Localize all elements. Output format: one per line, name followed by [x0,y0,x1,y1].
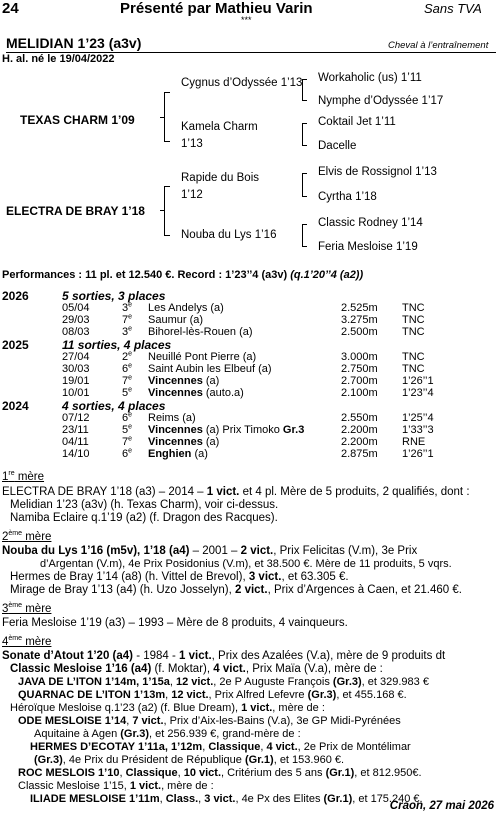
mere4-l10e: 10 vict. [183,767,222,779]
mere4-l12a: ILIADE MESLOISE 1’11m [30,793,160,805]
mere4-l3f: , et 329.983 € [361,676,429,688]
perf-place-suffix: e [128,374,133,382]
footer-place-date: Craon, 27 mai 2026 [389,800,494,812]
mere4-l11a: Classic Mesloise 1’15, [18,780,130,792]
pedigree-sire-dam: Kamela Charm 1’13 [181,121,258,150]
perf-track-name: Les Andelys (a) [148,302,224,314]
perf-track-name: Vincennes [148,375,203,387]
mere4-l8e: 4 vict. [266,741,298,753]
mere4-num: 4 [2,636,9,648]
perf-place-suffix: e [128,362,133,370]
perf-time: 1’26’’1 [402,448,434,460]
perf-place [122,448,132,460]
perf-group: Gr.3 [282,424,305,436]
mere4-l9a: (Gr.3) [34,754,63,766]
pedigree-bracket [302,224,307,247]
mere1-line1 [2,486,496,499]
perf-place [122,387,132,399]
perf-year-note: 4 sorties, 4 places [62,399,166,413]
mere4-l10b: , [119,767,126,779]
mere4-l6b: , [126,715,133,727]
pedigree-dds: Classic Rodney 1’14 [318,217,423,229]
mere4-l11c: , mère de : [161,780,214,792]
mere4-l5a: Héroïque Mesloise q.1’23 (a2) (f. Blue Dream), [10,702,242,714]
mere2-word: mère [22,531,52,543]
mere2-line2: d’Argentan (V.m), 4e Prix Posidonius (V.m), et 38.500 €. Mère de 11 produits, 5 vqrs. [40,558,452,570]
mere2-l3b: 3 vict. [248,571,282,583]
horse-status: Cheval à l’entraînement [388,40,489,51]
perf-date: 30/03 [62,363,90,375]
pedigree-dsd: Cyrtha 1’18 [318,191,377,203]
mere4-line3 [18,676,500,689]
perf-track [148,375,219,387]
perf-place [122,302,132,314]
pedigree-dam-sire: Rapide du Bois 1’12 [181,172,259,201]
section-heading-mere1 [2,471,44,483]
perf-track-name: Bihorel-lès-Rouen (a) [148,326,253,338]
mere1-num: 1 [2,471,9,483]
perf-track-name: Neuillé Pont Pierre (a) [148,351,257,363]
mere4-l2d: , Prix Maïa (V.a), mère de : [245,663,383,675]
mere4-l9d: , et 153.960 €. [273,754,345,766]
mere2-line1 [2,545,496,558]
mere4-l8b: , [202,741,209,753]
perf-place-suffix: e [128,411,133,419]
mere4-l10c: Classique [125,767,178,779]
perf-date: 23/11 [62,424,89,436]
mere4-l12c: Class. [165,793,199,805]
perf-time: TNC [402,302,425,314]
perf-track [148,424,304,436]
mere2-line4 [10,584,500,597]
mere4-l5c: , mère de : [272,702,325,714]
perf-place-num: 3 [122,302,129,314]
mere4-l12g: (Gr.1) [323,793,353,805]
pedigree-ssd: Nymphe d’Odyssée 1’17 [318,95,444,107]
mere1-line3: Namiba Eclaire q.1’19 (a2) (f. Dragon des Racques). [10,512,278,524]
perf-place [122,314,132,326]
mere1-word: mère [14,471,45,483]
perf-place-num: 6 [122,448,129,460]
mere4-l4c: 12 vict. [171,689,209,701]
perf-track-name: Vincennes [148,387,203,399]
pedigree-sss: Workaholic (us) 1’11 [318,72,422,84]
pedigree-sdd: Dacelle [318,140,357,152]
perf-distance: 2.100m [341,387,378,399]
header-stars: *** [241,15,252,25]
perf-track [148,448,208,460]
mere2-l1a: Nouba du Lys 1’16 (m5v), 1’18 (a4) [2,545,190,557]
mere4-l2b: (f. Moktar), [151,663,214,675]
mere3-num: 3 [2,603,9,615]
mere2-line3 [10,571,500,584]
mere2-l1b: – 2001 – [189,545,241,557]
mere4-line8 [30,741,500,754]
perf-time: TNC [402,314,425,326]
section-heading-mere4 [2,636,51,648]
mere4-l5b: 1 vict. [241,702,273,714]
perf-time: RNE [402,436,426,448]
mere4-line7 [34,728,500,741]
page-title: Présenté par Mathieu Varin [120,0,313,17]
mere2-l4b: 2 vict. [234,584,268,596]
pedigree-sire-sire: Cygnus d’Odyssée 1’13 [181,77,303,89]
perf-distance: 2.200m [341,424,378,436]
perf-year-row [0,338,500,351]
perf-year-row [0,399,500,412]
mere4-l12f: , 4e Px des Elites [235,793,324,805]
mere4-l8d: , [260,741,267,753]
pedigree-bracket [302,173,307,197]
mere4-line4 [18,689,500,702]
mere2-l1d: , Prix Felicitas (V.m), 3e Prix [273,545,418,557]
mere1-l1b: 1 vict. [206,486,240,498]
pedigree-bracket [302,79,307,101]
mere4-line6 [18,715,500,728]
mere4-l10d: , [177,767,184,779]
perf-place-num: 7 [122,314,129,326]
pedigree-bracket [164,186,170,236]
perf-place-num: 7 [122,375,129,387]
perf-track-detail: (a) [202,375,220,387]
mere1-l1a: ELECTRA DE BRAY 1’18 (a3) – 2014 – [2,486,207,498]
pedigree-bracket [160,210,164,211]
section-heading-mere3 [2,603,51,615]
perf-date: 19/01 [62,375,90,387]
perf-date: 08/03 [62,326,90,338]
mere4-l12e: 3 vict. [204,793,236,805]
mere4-l6d: , Prix d’Aix-les-Bains (V.a), 3e GP Midi-Pyrénées [163,715,401,727]
perf-track-detail: (auto.a) [202,387,244,399]
mere4-l8c: Classique [208,741,261,753]
perf-year: 2026 [2,289,29,303]
mere4-l8f: , 2e Prix de Montélimar [297,741,411,753]
performances-summary [2,269,363,281]
mere2-l3c: , et 63.305 €. [281,571,349,583]
mere4-l4e: (Gr.3) [307,689,337,701]
mere2-l1c: 2 vict. [240,545,274,557]
perf-date: 10/01 [62,387,90,399]
perf-track-detail: (a) [191,448,208,460]
mere4-l9b: , 4e Prix du Président de République [62,754,245,766]
pedigree-dss: Elvis de Rossignol 1’13 [318,166,437,178]
pedigree-dam-dam: Nouba du Lys 1’16 [181,229,277,241]
mere4-line5 [10,702,500,715]
perf-distance: 2.550m [341,412,378,424]
horse-birth: H. al. né le 19/04/2022 [2,53,115,65]
perf-place-num: 5 [122,387,129,399]
perf-date: 05/04 [62,302,90,314]
perf-year: 2025 [2,338,29,352]
mere4-l3a: JAVA DE L’ITON 1’14m, 1’15a [18,676,170,688]
perf-place-suffix: e [128,325,133,333]
perf-date: 14/10 [62,448,90,460]
mere4-line11 [18,780,500,793]
perf-track-name: Vincennes [148,436,203,448]
mere4-l6c: 7 vict. [132,715,164,727]
perf-year-row [0,289,500,302]
perf-date: 07/12 [62,412,90,424]
perf-track-detail: (a) Prix Timoko [202,424,283,436]
perf-time: 1’26’’1 [402,375,434,387]
mere4-l4f: , et 455.168 €. [336,689,407,701]
mere4-l4d: , Prix Alfred Lefevre [208,689,308,701]
mere4-l10g: (Gr.1) [325,767,355,779]
perf-place-suffix: e [128,313,133,321]
perf-distance: 2.500m [341,326,378,338]
mere4-l6a: ODE MESLOISE 1’14 [18,715,127,727]
perf-track-name: Vincennes [148,424,203,436]
perf-place-suffix: e [128,423,133,431]
mere2-sup: ème [8,530,23,538]
mere4-l3b: , [169,676,176,688]
performances-summary-extra: (q.1’20’’4 (a2)) [290,269,364,281]
mere4-line9 [34,754,500,767]
mere2-l3a: Hermes de Bray 1’14 (a8) (h. Vittel de Brevol), [10,571,249,583]
horse-name: MELIDIAN 1’23 (a3v) [6,35,142,51]
mere4-l3d: , 2e P Auguste François [213,676,333,688]
perf-place-suffix: e [128,350,133,358]
perf-track [148,436,219,448]
perf-place-suffix: e [128,386,133,394]
perf-place [122,424,132,436]
mere4-line1 [2,650,496,663]
perf-place-suffix: e [128,447,133,455]
perf-track [148,351,256,363]
perf-distance: 3.275m [341,314,378,326]
perf-track [148,302,224,314]
perf-time: TNC [402,326,425,338]
perf-place [122,351,132,363]
mere4-word: mère [22,636,52,648]
mere4-l7a: Aquitaine à Agen [34,728,121,740]
mere4-sup: ème [8,635,23,643]
performances-summary-text: Performances : 11 pl. et 12.540 €. Record : 1’23’’4 (a3v) [2,269,288,281]
section-heading-mere2 [2,531,51,543]
mere4-l3c: 12 vict. [175,676,214,688]
perf-date: 27/04 [62,351,90,363]
mere2-l4a: Mirage de Bray 1’13 (a4) (h. Uzo Josselyn), [10,584,235,596]
mere4-l10h: , et 812.950€. [354,767,422,779]
perf-year: 2024 [2,399,29,413]
mere3-word: mère [22,603,52,615]
perf-place-num: 3 [122,326,129,338]
mere2-num: 2 [2,531,9,543]
mere4-line10 [18,767,500,780]
pedigree-ddd: Feria Mesloise 1’19 [318,241,418,253]
perf-track [148,314,203,326]
perf-track-name: Enghien [148,448,192,460]
perf-date: 29/03 [62,314,90,326]
mere4-l10a: ROC MESLOIS 1’10 [18,767,120,779]
mere4-l2c: 4 vict. [213,663,246,675]
perf-place-num: 7 [122,436,129,448]
perf-place-num: 6 [122,412,129,424]
perf-track-name: Reims (a) [148,412,196,424]
perf-track-detail: (a) [202,436,220,448]
perf-distance: 2.700m [341,375,378,387]
perf-place-suffix: e [128,301,133,309]
perf-time: 1’33’’3 [402,424,434,436]
perf-distance: 2.875m [341,448,378,460]
mere4-l9c: (Gr.1) [244,754,274,766]
mere4-l1b: - 1984 - [133,650,180,662]
tax-note: Sans TVA [424,1,482,16]
perf-track [148,326,253,338]
mere4-l2a: Classic Mesloise 1’16 (a4) [10,663,152,675]
pedigree-sds: Coktail Jet 1’11 [318,116,396,128]
mere4-l4a: QUARNAC DE L’ITON 1’13m [18,689,166,701]
pedigree-bracket [302,123,307,146]
perf-place-suffix: e [128,435,133,443]
mere4-l7b: (Gr.3) [120,728,149,740]
mere4-l11b: 1 vict. [129,780,162,792]
mere4-l12h: , et 175.240 €. [352,793,423,805]
mere4-l7c: , et 256.939 €, grand-mère de : [148,728,301,740]
perf-time: 1’25’’4 [402,412,434,424]
perf-race-row [0,448,500,461]
page-number: 24 [2,0,19,17]
pedigree-dam: ELECTRA DE BRAY 1’18 [6,204,145,218]
perf-distance: 3.000m [341,351,378,363]
mere4-l3e: (Gr.3) [332,676,362,688]
perf-time: TNC [402,351,425,363]
perf-track [148,387,244,399]
perf-place [122,375,132,387]
pedigree-bracket [160,117,164,118]
mere1-l1c: et 4 pl. Mère de 5 produits, 2 qualifiés, dont : [239,486,470,498]
perf-track-name: Saint Aubin les Elbeuf (a) [148,363,272,375]
perf-date: 04/11 [62,436,89,448]
perf-distance: 2.200m [341,436,378,448]
perf-place-num: 6 [122,363,129,375]
mere1-line2: Melidian 1’23 (a3v) (h. Texas Charm), voir ci-dessus. [10,499,279,511]
mere2-l4c: , Prix d’Argences à Caen, et 21.460 €. [267,584,462,596]
perf-track [148,412,196,424]
perf-time: TNC [402,363,425,375]
mere4-l1a: Sonate d’Atout 1’20 (a4) [2,650,133,662]
pedigree-bracket [164,92,170,142]
mere4-l1c: 1 vict. [179,650,212,662]
mere4-l12d: , [198,793,205,805]
mere3-sup: ème [8,602,23,610]
mere1-sup: re [8,470,15,478]
perf-place [122,436,132,448]
perf-place [122,326,132,338]
mere4-l8a: HERMES D’ECOTAY 1’11a, 1’12m [30,741,203,753]
mere4-l10f: , Critérium des 5 ans [221,767,326,779]
perf-place-num: 5 [122,424,129,436]
perf-time: 1’23’’4 [402,387,434,399]
mere4-l4b: , [165,689,172,701]
perf-distance: 2.525m [341,302,378,314]
perf-place [122,412,132,424]
pedigree-sire: TEXAS CHARM 1’09 [20,113,135,127]
perf-track [148,363,272,375]
mere4-l1d: , Prix des Azalées (V.a), mère de 9 produits dt [211,650,446,662]
perf-distance: 2.750m [341,363,378,375]
perf-track-name: Saumur (a) [148,314,204,326]
mere3-line1: Feria Mesloise 1’19 (a3) – 1993 – Mère de 8 produits, 4 vainqueurs. [2,617,348,629]
perf-year-note: 11 sorties, 4 places [62,338,172,352]
mere4-l12b: , [159,793,166,805]
perf-place-num: 2 [122,351,129,363]
perf-place [122,363,132,375]
perf-year-note: 5 sorties, 3 places [62,289,166,303]
mere4-line2 [10,663,500,676]
